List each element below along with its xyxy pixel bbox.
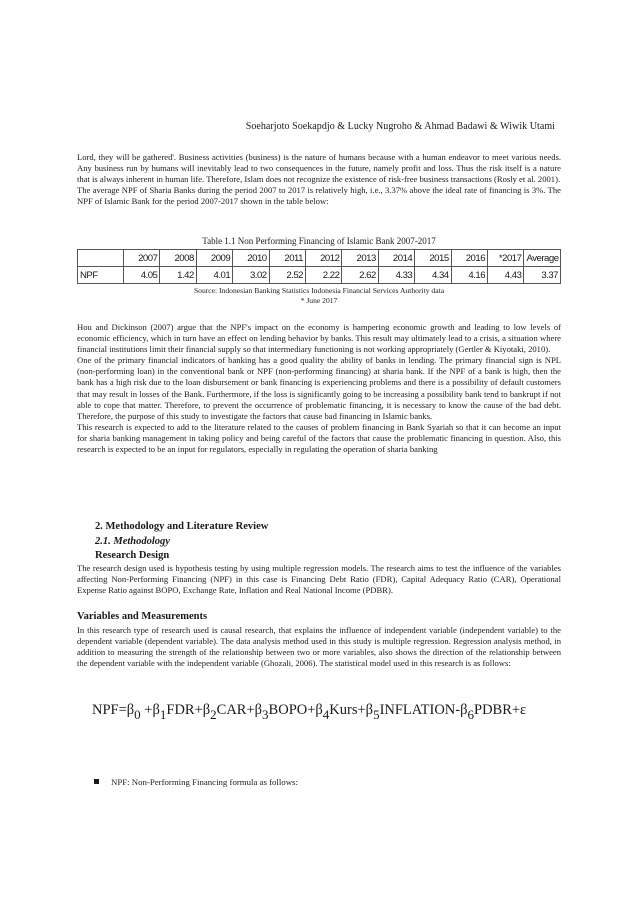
table-row-label: NPF [78, 267, 124, 284]
npf-table [77, 249, 561, 284]
table-cell: 3.37 [524, 267, 561, 284]
research-design-heading: Research Design [95, 550, 170, 561]
table-note: * June 2017 [300, 295, 338, 305]
table-header-cell: 2009 [196, 250, 232, 267]
regression-formula: $NPF=\beta_0$ $+\beta_1FDR+\beta_2CAR+\beta_3BOPO+\beta_4Kurs+\beta_5INFLATION-\beta_6PDBR+\varepsilon$ [92, 702, 527, 722]
table-source: Source: Indonesian Banking Statistics Indonesia Financial Services Authority data [193, 286, 445, 295]
table-header-cell: 2011 [269, 250, 305, 267]
paragraph-3: Hou and Dickinson (2007) argue that the NPF's impact on the economy is hampering economic growth and leading to low levels of economic efficiency, which in turn have an effect on lending behavior by banks. This result may ultimately lead to a crisis, a situation where financial institutions limit their financial supply so that intermediary functioning is not working appropriately (Gertler & Kiyotaki, 2010). [77, 322, 561, 355]
paragraph-7: In this research type of research used is causal research, that explains the influence of independent variable (independent variable) to the dependent variable (dependent variable). The data analysis method used in this study is multiple regression. Regression analysis method, in addition to measuring the strength of the relationship between two or more variables, also shows the direction of the relationship between the dependent variable with the independent variable (Ghozali, 2006). The statistical model used in this research is as follows: [77, 625, 561, 669]
table-source-block [77, 286, 561, 305]
paragraph-5: This research is expected to add to the literature related to the causes of problem financing in Bank Syariah so that it can become an input for sharia banking management in taking policy and being careful of the factors that cause the problematic financing in question. Also, this research is expected to be an input for regulators, especially in regulating the operation of sharia banking [77, 421, 561, 455]
table-header-cell: *2017 [488, 250, 524, 267]
table-header-cell: 2015 [415, 250, 451, 267]
table-cell: 4.05 [124, 267, 160, 284]
table-cell: 2.52 [269, 267, 305, 284]
running-header: Soeharjoto Soekapdjo & Lucky Nugroho & Ahmad Badawi & Wiwik Utami [245, 121, 555, 132]
section-heading: 2. Methodology and Literature Review [95, 521, 269, 532]
table-header-row [78, 250, 561, 267]
variables-block [77, 625, 561, 669]
bullet-square-icon [94, 779, 99, 784]
research-design-block [77, 563, 561, 596]
table-cell: 4.16 [451, 267, 487, 284]
table-header-cell: 2008 [160, 250, 196, 267]
table-cell: 4.34 [415, 267, 451, 284]
table-header-cell: 2014 [378, 250, 414, 267]
variables-heading: Variables and Measurements [77, 611, 208, 622]
paragraph-2: The average NPF of Sharia Banks during the period 2007 to 2017 is relatively high, i.e., 3.37% above the ideal rate of financing is 3%. The NPF of Islamic Bank for the period 2007-2017 shown in the table below: [77, 185, 561, 207]
table-row [78, 267, 561, 284]
table-header-cell: 2012 [306, 250, 342, 267]
intro-paragraphs [77, 152, 561, 207]
paragraph-4: One of the primary financial indicators of banking has a good quality the ability of banks in lending. The primary financial sign is NPL (non-performing loan) in the conventional bank or NPF (non-performing financing) at sharia bank. If the NPF of a bank is high, then the bank has a high risk due to the loan disbursement or bank financing is experiencing problems and there is a possibility of default customers that may result in losses of the Bank. Furthermore, if the loss is significantly going to be increasing a possibility bank tend to bankrupt if not able to cope that matter. Therefore, to prevent the occurrence of problematic financing, it is necessary to know the cause of the bad debt. Therefore, the purpose of this study to investigate the factors that cause bad financing in Islamic banks. [77, 355, 561, 421]
table-cell: 2.22 [306, 267, 342, 284]
table-cell: 1.42 [160, 267, 196, 284]
bullet-text: NPF: Non-Performing Financing formula as follows: [111, 777, 298, 787]
table-header-cell: 2013 [342, 250, 378, 267]
subsection-heading: 2.1. Methodology [95, 536, 170, 547]
table-header-cell: Average [524, 250, 561, 267]
bullet-list-item [94, 777, 298, 787]
table-cell: 4.01 [196, 267, 232, 284]
table-cell: 2.62 [342, 267, 378, 284]
table-header-cell: 2007 [124, 250, 160, 267]
paragraph-1: Lord, they will be gathered'. Business activities (business) is the nature of humans because with a human endeavor to meet various needs. Any business run by humans will inevitably lead to two consequences in the future, namely profit and loss. Thus the risk itself is a nature that is always inherent in human life. Therefore, Islam does not recognize the existence of risk-free business transactions (Rosly et al. 2001). [77, 152, 561, 185]
table-header-cell: 2010 [233, 250, 269, 267]
table-cell: 3.02 [233, 267, 269, 284]
paragraph-6: The research design used is hypothesis testing by using multiple regression models. The research aims to test the influence of the variables affecting Non-Performing Financing (NPF) in this case is Financing Debt Ratio (FDR), Capital Adequacy Ratio (CAR), Operational Expense Ratio against BOPO, Exchange Rate, Inflation and Real National Income (PDBR). [77, 563, 561, 596]
discussion-paragraphs [77, 322, 561, 455]
table-cell: 4.33 [378, 267, 414, 284]
table-cell: 4.43 [488, 267, 524, 284]
table-header-cell [78, 250, 124, 267]
table-header-cell: 2016 [451, 250, 487, 267]
table-caption: Table 1.1 Non Performing Financing of Islamic Bank 2007-2017 [202, 236, 436, 246]
